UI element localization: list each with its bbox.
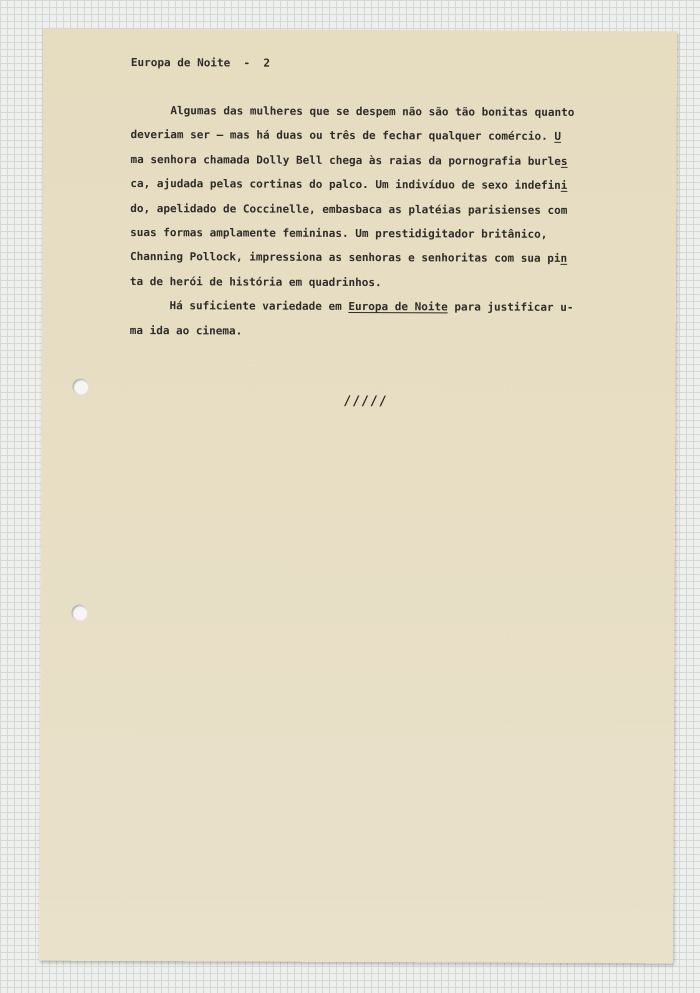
end-mark: ///// (343, 393, 388, 410)
paragraph-1: Algumas das mulheres que se despem não são tão bonitas quanto deveriam ser — mas há duas ou três de fechar qualquer comércio. U ma senhora chamada Dolly Bell chega às raias da pornografia burles ca, ajudada pelas cortinas do palco. Um indivíduo de sexo indefini do, apelidado de Coccinelle, embasbaca as platéias parisienses com suas formas amplamente femininas. Um prestidigitador britânico, Channing Pollock, impressiona as senhoras e senhoritas com sua pin ta de herói de história em quadrinhos. (129, 104, 575, 289)
film-title: Europa de Noite (348, 300, 448, 314)
page-header: Europa de Noite - 2 (130, 56, 270, 70)
typewritten-page (39, 29, 677, 964)
punch-hole (72, 379, 88, 395)
punch-hole (71, 605, 87, 621)
paragraph-2: Há suficiente variedade em Europa de Noite para justificar u- ma ida ao cinema. (129, 299, 574, 338)
body-text (130, 99, 575, 345)
